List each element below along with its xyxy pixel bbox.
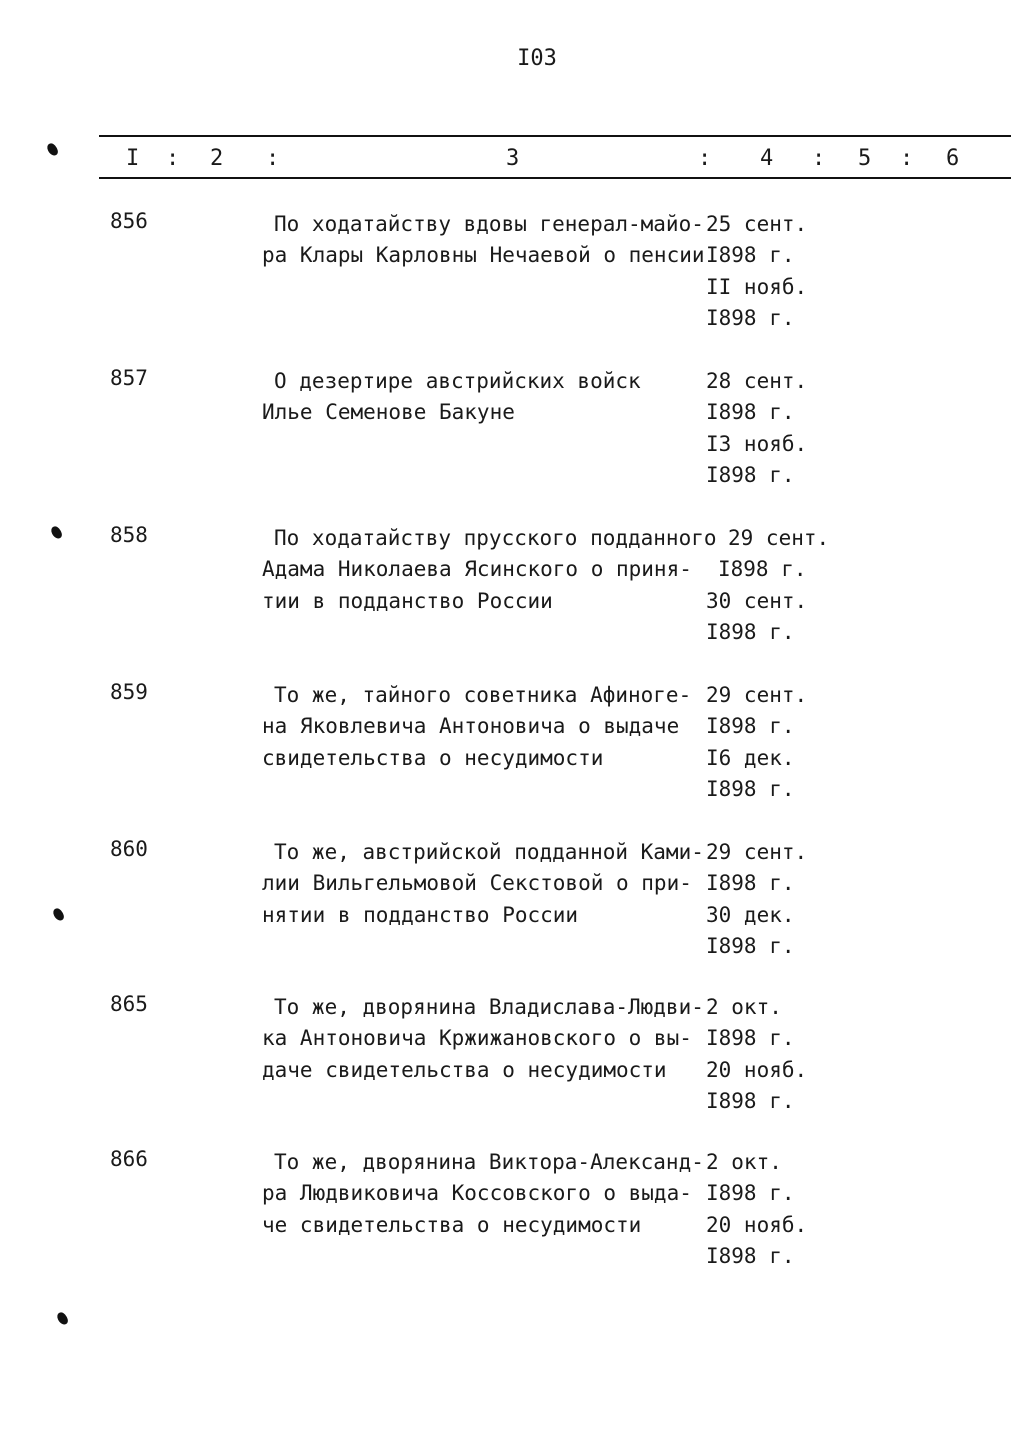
entry-dates	[706, 523, 858, 648]
start-year: I898 г.	[706, 243, 795, 268]
binding-hole-mark	[56, 1311, 70, 1327]
table-row	[0, 837, 1024, 987]
entry-title-line: По ходатайству вдовы генерал-майо-	[274, 212, 704, 236]
entry-dates	[706, 366, 836, 491]
entry-dates	[706, 209, 836, 334]
start-date: 2 окт.	[706, 1150, 782, 1174]
entry-title-line: Адама Николаева Ясинского о приня-	[262, 557, 692, 582]
start-date: 29 сент.	[706, 840, 808, 864]
column-header-5: 5	[858, 146, 872, 171]
entry-title	[262, 366, 710, 429]
entry-title	[262, 523, 717, 617]
end-date: 20 нояб.	[706, 1057, 808, 1082]
entry-title-line: По ходатайству прусского подданного	[274, 526, 717, 550]
table-row	[0, 680, 1024, 830]
end-year: I898 г.	[706, 462, 795, 487]
start-year: I898 г.	[706, 871, 795, 896]
entry-title-line: То же, дворянина Виктора-Александ-	[274, 1150, 704, 1174]
entry-dates	[706, 1147, 836, 1272]
table-row	[0, 523, 1024, 673]
table-top-rule	[99, 135, 1011, 137]
end-date: 30 сент.	[706, 588, 808, 613]
start-year: I898 г.	[706, 1026, 795, 1051]
entry-title-line: лии Вильгельмовой Секстовой о при-	[262, 871, 692, 896]
start-date: 25 сент.	[706, 212, 808, 236]
start-year: I898 г.	[706, 1181, 795, 1206]
table-row	[0, 992, 1024, 1142]
column-header-2: 2	[210, 146, 224, 171]
end-year: I898 г.	[706, 776, 795, 801]
entry-title-line: Илье Семенове Бакуне	[262, 400, 515, 425]
start-year: I898 г.	[706, 714, 795, 739]
entry-title-line: тии в подданство России	[262, 588, 553, 613]
start-date: 2 окт.	[706, 995, 782, 1019]
column-separator: :	[698, 146, 712, 171]
table-header-rule	[99, 177, 1011, 179]
entry-title-line: То же, дворянина Владислава-Людви-	[274, 995, 704, 1019]
column-header-3: 3	[506, 146, 520, 171]
end-year: I898 г.	[706, 619, 795, 644]
entry-title	[262, 1147, 710, 1241]
entry-title-line: ка Антоновича Кржижановского о вы-	[262, 1026, 692, 1051]
entry-number: 859	[110, 680, 148, 704]
entry-number: 865	[110, 992, 148, 1016]
column-header-4: 4	[760, 146, 774, 171]
table-row	[0, 366, 1024, 516]
start-date: 29 сент.	[706, 683, 808, 707]
entry-number: 866	[110, 1147, 148, 1171]
entry-title-line: ра Людвиковича Коссовского о выда-	[262, 1181, 692, 1206]
column-header-6: 6	[946, 146, 960, 171]
entry-title-line: на Яковлевича Антоновича о выдаче	[262, 714, 680, 739]
end-year: I898 г.	[706, 305, 795, 330]
entry-title	[262, 680, 710, 774]
entry-number: 857	[110, 366, 148, 390]
entry-title	[262, 837, 710, 931]
entry-title-line: че свидетельства о несудимости	[262, 1212, 642, 1237]
start-year: I898 г.	[718, 557, 807, 582]
entry-dates	[706, 837, 836, 962]
entry-title-line: ра Клары Карловны Нечаевой о пенсии	[262, 243, 705, 268]
column-header-1: I	[126, 146, 140, 171]
end-year: I898 г.	[706, 1243, 795, 1268]
entry-title-line: То же, австрийской подданной Ками-	[274, 840, 704, 864]
column-separator: :	[166, 146, 180, 171]
entry-number: 856	[110, 209, 148, 233]
end-date: 30 дек.	[706, 902, 795, 927]
table-row	[0, 209, 1024, 359]
end-date: I3 нояб.	[706, 431, 808, 456]
entry-number: 858	[110, 523, 148, 547]
start-date: 28 сент.	[706, 369, 808, 393]
entry-dates	[706, 680, 836, 805]
start-date: 29 сент.	[728, 526, 830, 550]
end-date: I6 дек.	[706, 745, 795, 770]
end-date: 20 нояб.	[706, 1212, 808, 1237]
column-separator: :	[812, 146, 826, 171]
end-date: II нояб.	[706, 274, 808, 299]
column-separator: :	[266, 146, 280, 171]
entry-title	[262, 209, 710, 272]
column-separator: :	[900, 146, 914, 171]
entry-title-line: свидетельства о несудимости	[262, 745, 604, 770]
end-year: I898 г.	[706, 1088, 795, 1113]
end-year: I898 г.	[706, 933, 795, 958]
table-row	[0, 1147, 1024, 1297]
entry-title-line: О дезертире австрийских войск	[274, 369, 641, 393]
entry-title-line: даче свидетельства о несудимости	[262, 1057, 667, 1082]
entry-number: 860	[110, 837, 148, 861]
page-number: I03	[517, 46, 557, 71]
binding-hole-mark	[46, 142, 60, 158]
entry-dates	[706, 992, 836, 1117]
entry-title	[262, 992, 710, 1086]
entry-title-line: То же, тайного советника Афиноге-	[274, 683, 692, 707]
entry-title-line: нятии в подданство России	[262, 902, 579, 927]
start-year: I898 г.	[706, 400, 795, 425]
